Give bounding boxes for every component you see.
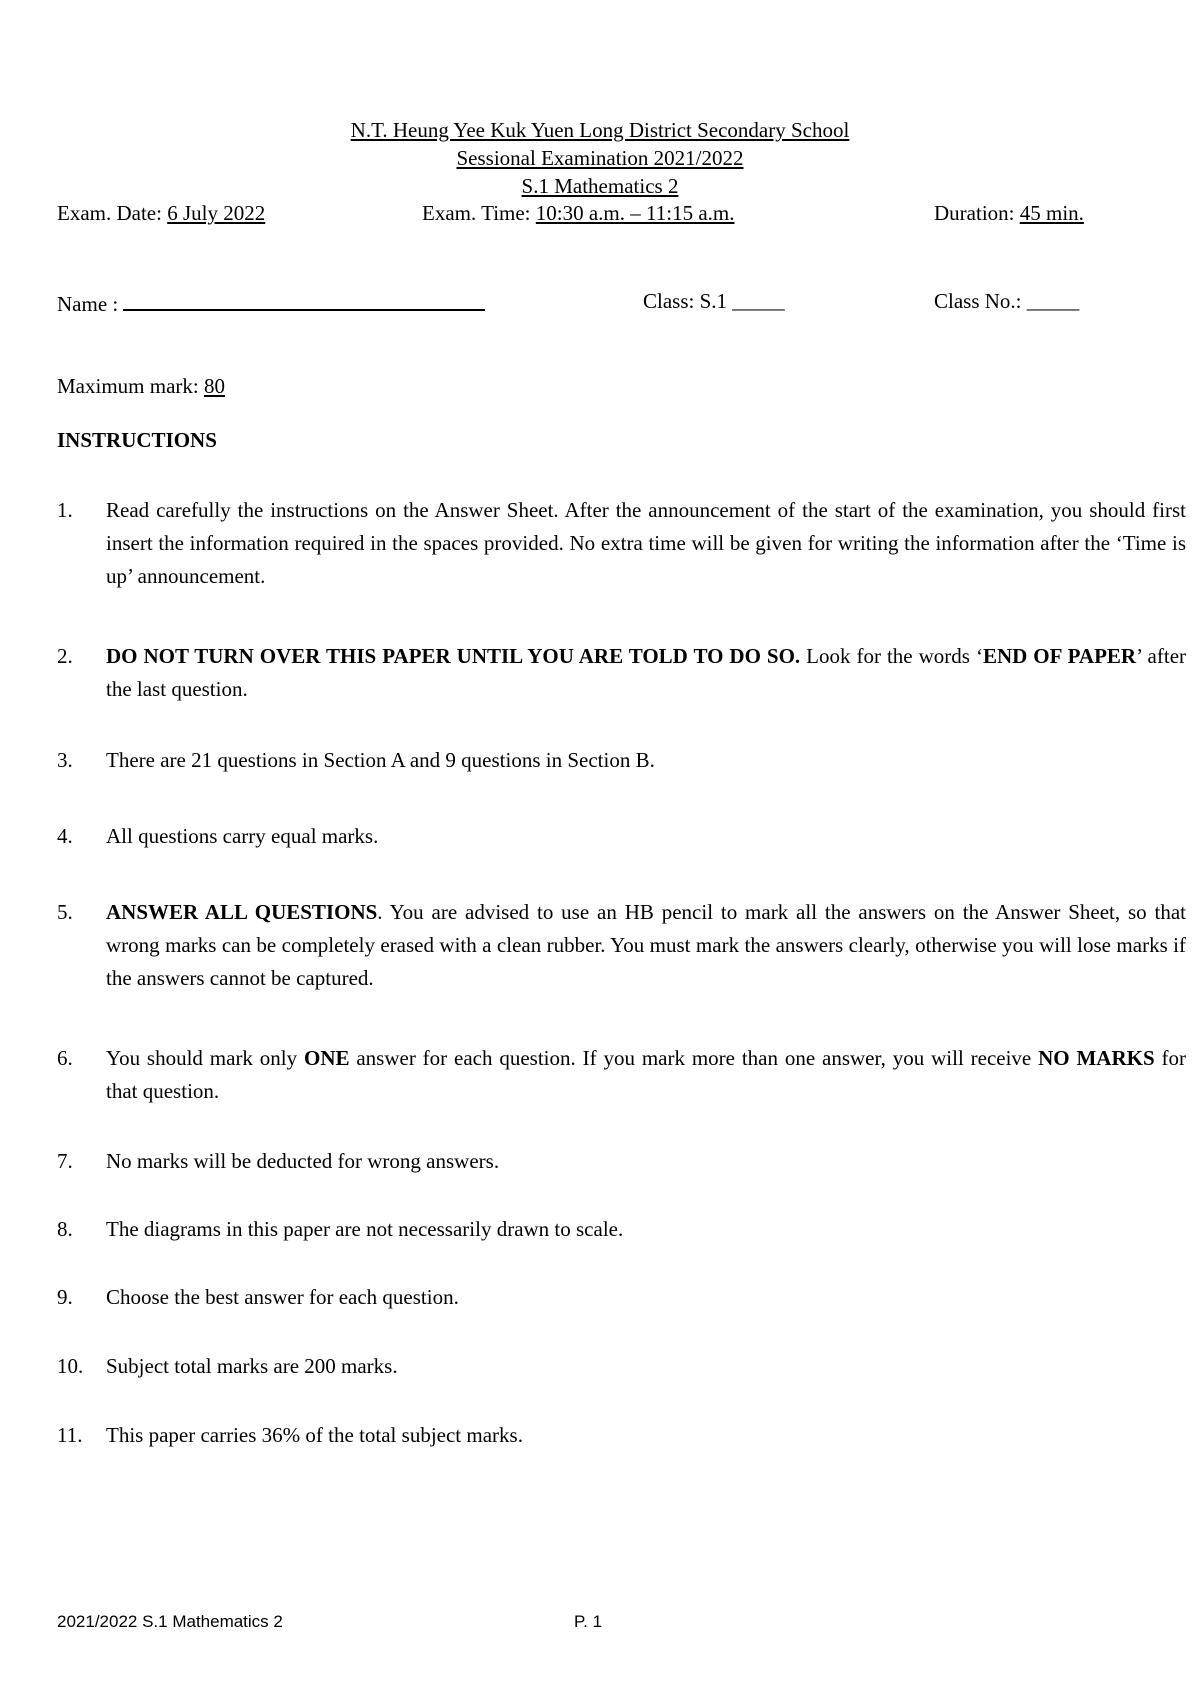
name-label: Name : [57,292,119,316]
instruction-bold: DO NOT TURN OVER THIS PAPER UNTIL YOU ARE TOLD TO DO SO. [106,644,801,668]
instruction-text: Subject total marks are 200 marks. [106,1354,398,1378]
exam-time-value: 10:30 a.m. – 11:15 a.m. [535,201,735,225]
name-field [57,289,485,317]
exam-date [57,201,265,226]
instructions-heading: INSTRUCTIONS [57,428,217,452]
footer-title: 2021/2022 S.1 Mathematics 2 [57,1612,283,1631]
class-no-field: Class No.: _____ [934,289,1080,313]
name-blank [123,289,485,311]
instruction-bold: ONE [303,1046,350,1070]
instruction-bold: END OF PAPER [982,644,1137,668]
instruction-bold: ANSWER ALL QUESTIONS [106,900,378,924]
instruction-bold: NO MARKS [1038,1046,1155,1070]
exam-time-label: Exam. Time: [422,201,536,225]
exam-title: Sessional Examination 2021/2022 [456,146,744,170]
max-mark [57,374,225,399]
school-name: N.T. Heung Yee Kuk Yuen Long District Secondary School [350,118,850,142]
instruction-number: 1. [57,498,73,522]
instruction-text: DO NOT TURN OVER THIS PAPER UNTIL YOU ARE TOLD TO DO SO. Look for the words ‘END OF PAPER’ after the last question. [106,644,1187,701]
instruction-number: 4. [57,824,73,848]
instruction-text: You should mark only ONE answer for each question. If you mark more than one answer, you will receive NO MARKS for that question. [106,1046,1186,1103]
instruction-number: 10. [57,1354,84,1378]
instruction-number: 5. [57,900,73,924]
exam-time [422,201,734,226]
max-mark-value: 80 [203,374,225,398]
subject-title: S.1 Mathematics 2 [521,174,679,198]
exam-date-label: Exam. Date: [57,201,168,225]
duration-label: Duration: [934,201,1020,225]
instruction-text: Choose the best answer for each question. [106,1285,459,1309]
max-mark-label: Maximum mark: [57,374,204,398]
instruction-number: 6. [57,1046,73,1070]
instruction-number: 8. [57,1217,73,1241]
instruction-number: 7. [57,1149,73,1173]
exam-duration [934,201,1084,226]
instruction-text: All questions carry equal marks. [106,824,379,848]
exam-date-value: 6 July 2022 [167,201,266,225]
instruction-text: Read carefully the instructions on the Answer Sheet. After the announcement of the start of the examination, you should first insert the information required in the spaces provided. No extra time will be given for writing the information after the ‘Time is up’ announcement. [106,498,1186,588]
instruction-text: There are 21 questions in Section A and 9 questions in Section B. [106,748,655,772]
instruction-number: 2. [57,644,73,668]
instruction-number: 9. [57,1285,73,1309]
instruction-text: ANSWER ALL QUESTIONS. You are advised to use an HB pencil to mark all the answers on the Answer Sheet, so that wrong marks can be completely erased with a clean rubber. You must mark the answers clearly, otherwise you will lose marks if the answers cannot be captured. [106,900,1187,990]
instruction-number: 3. [57,748,73,772]
instruction-text: No marks will be deducted for wrong answers. [106,1149,500,1173]
duration-value: 45 min. [1019,201,1084,225]
instruction-text: This paper carries 36% of the total subject marks. [106,1423,523,1447]
instruction-number: 11. [57,1423,83,1447]
class-field: Class: S.1 _____ [643,289,785,313]
page-number: P. 1 [574,1612,603,1631]
instruction-text: The diagrams in this paper are not necessarily drawn to scale. [106,1217,624,1241]
